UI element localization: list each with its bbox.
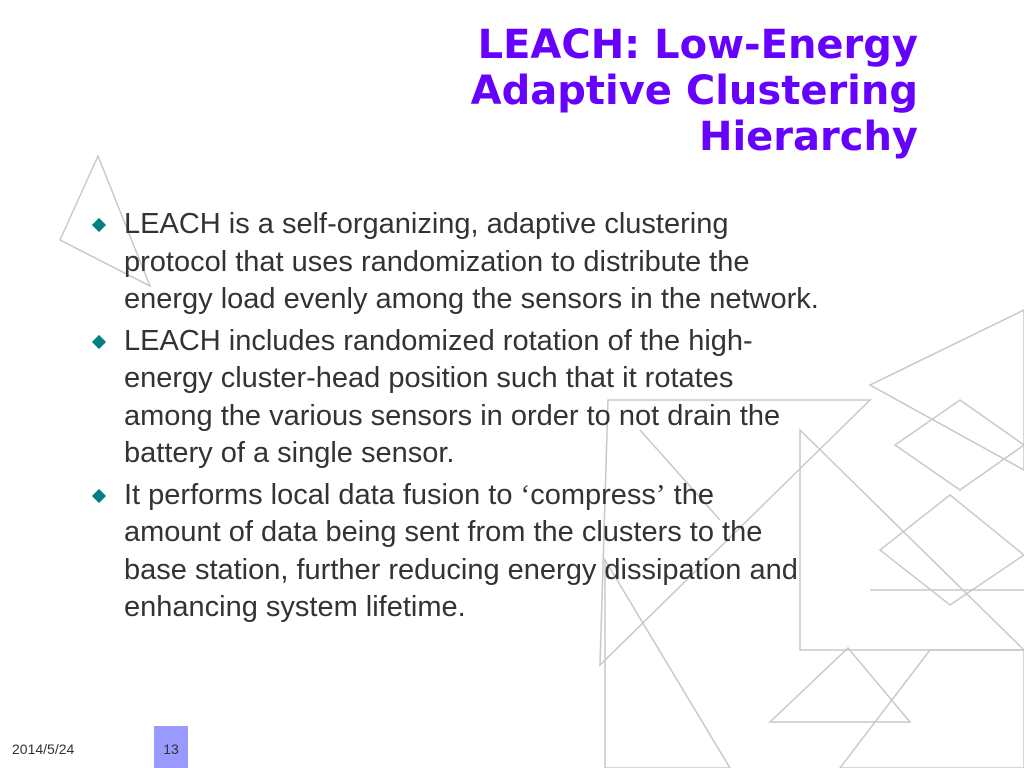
- diamond-icon: [92, 218, 106, 232]
- bullet-line: energy load evenly among the sensors in the network.: [124, 283, 819, 315]
- bullet-line: protocol that uses randomization to distribute the: [124, 245, 750, 278]
- bullet-item: [88, 477, 968, 627]
- footer-date: 2014/5/24: [12, 741, 75, 757]
- page-number-box: [154, 726, 188, 768]
- title-line: Adaptive Clustering: [470, 68, 918, 114]
- page-number: 13: [163, 741, 179, 757]
- bullet-text: the: [665, 478, 714, 511]
- bullet-text: It performs local data fusion to: [124, 478, 521, 511]
- bullet-line: LEACH is a self-organizing, adaptive clustering: [124, 208, 729, 240]
- title-line: LEACH: Low-Energy: [477, 22, 918, 68]
- diamond-icon: [92, 334, 106, 348]
- title-line: Hierarchy: [698, 114, 918, 160]
- bullet-line: LEACH includes randomized rotation of the high-: [124, 324, 753, 357]
- slide-title: [218, 22, 918, 160]
- bullet-item: [88, 323, 968, 473]
- bullet-line: among the various sensors in order to not drain the: [124, 399, 781, 432]
- diamond-icon: [92, 488, 106, 502]
- close-quote: ’: [655, 478, 666, 511]
- open-quote: ‘: [520, 478, 531, 511]
- bullet-line: base station, further reducing energy dissipation and: [124, 553, 798, 586]
- quoted-word: compress: [530, 478, 656, 511]
- bullet-line: energy cluster-head position such that it rotates: [124, 362, 734, 394]
- bullet-line: battery of a single sensor.: [124, 437, 455, 469]
- bullet-line: amount of data being sent from the clusters to the: [124, 516, 763, 548]
- bullet-item: [88, 206, 968, 319]
- bg-triangle: [840, 650, 1024, 768]
- bullet-line: enhancing system lifetime.: [124, 591, 466, 623]
- bg-triangle: [770, 648, 910, 722]
- bullet-list: [88, 206, 968, 631]
